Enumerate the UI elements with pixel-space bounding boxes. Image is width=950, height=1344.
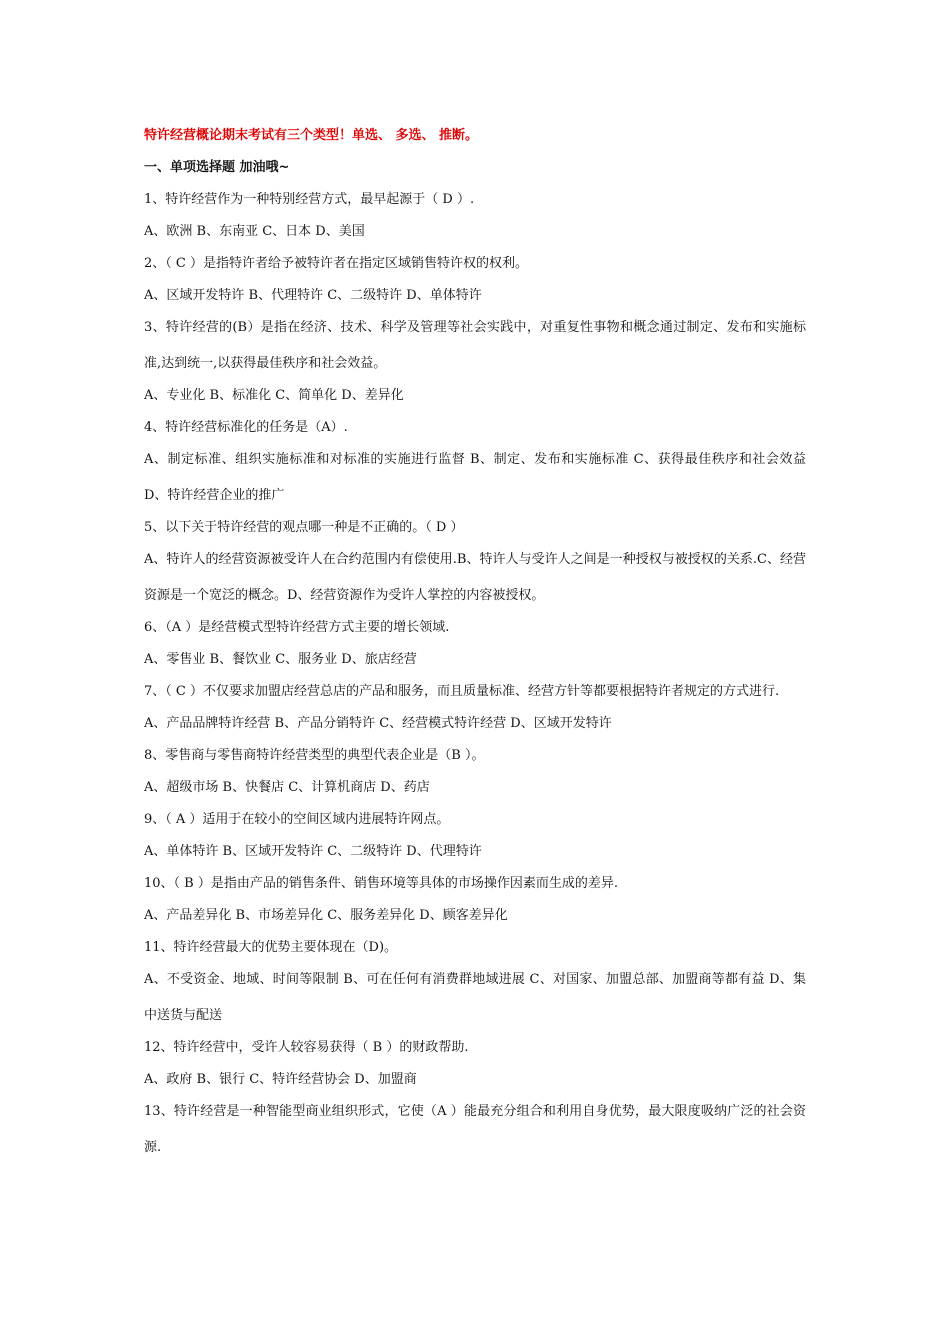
document-body bbox=[144, 127, 806, 1171]
answer-options: A、制定标准、组织实施标准和对标准的实施进行监督 B、制定、发布和实施标准 C、获得最佳秩序和社会效益 D、特许经营企业的推广 bbox=[144, 452, 806, 503]
question-stem: 4、特许经营标准化的任务是（A）. bbox=[144, 420, 348, 435]
answer-options: A、单体特许 B、区域开发特许 C、二级特许 D、代理特许 bbox=[144, 844, 482, 859]
answer-options: A、特许人的经营资源被受许人在合约范围内有偿使用.B、特许人与受许人之间是一种授权与被授权的关系.C、经营资源是一个宽泛的概念。D、经营资源作为受许人掌控的内容被授权。 bbox=[144, 552, 806, 603]
answer-options: A、区域开发特许 B、代理特许 C、二级特许 D、单体特许 bbox=[144, 288, 482, 303]
answer-options: A、零售业 B、餐饮业 C、服务业 D、旅店经营 bbox=[144, 652, 417, 667]
exam-notice: 特许经营概论期末考试有三个类型！单选、 多选、 推断。 bbox=[144, 128, 479, 143]
question-stem: 10、（ B ）是指由产品的销售条件、销售环境等具体的市场操作因素而生成的差异. bbox=[144, 876, 618, 891]
question-stem: 9、（ A ）适用于在较小的空间区域内进展特许网点。 bbox=[144, 812, 450, 827]
answer-options: A、欧洲 B、东南亚 C、日本 D、美国 bbox=[144, 224, 365, 239]
section-title: 一、单项选择题 加油哦~ bbox=[144, 160, 290, 175]
question-stem: 2、（ C ）是指特许者给予被特许者在指定区域销售特许权的权利。 bbox=[144, 256, 528, 271]
question-stem: 6、（A ）是经营模式型特许经营方式主要的增长领域. bbox=[144, 620, 450, 635]
answer-options: A、不受资金、地域、时间等限制 B、可在任何有消费群地域进展 C、对国家、加盟总部、加盟商等都有益 D、集中送货与配送 bbox=[144, 972, 806, 1023]
question-stem: 3、特许经营的(B）是指在经济、技术、科学及管理等社会实践中，对重复性事物和概念通过制定、发布和实施标准,达到统一,以获得最佳秩序和社会效益。 bbox=[144, 320, 806, 371]
question-stem: 13、特许经营是一种智能型商业组织形式，它使（A ）能最充分组合和利用自身优势，最大限度吸纳广泛的社会资源. bbox=[144, 1104, 806, 1155]
question-stem: 12、特许经营中，受许人较容易获得（ B ）的财政帮助. bbox=[144, 1040, 469, 1055]
answer-options: A、超级市场 B、快餐店 C、计算机商店 D、药店 bbox=[144, 780, 430, 795]
answer-options: A、专业化 B、标准化 C、简单化 D、差异化 bbox=[144, 388, 404, 403]
answer-options: A、产品差异化 B、市场差异化 C、服务差异化 D、顾客差异化 bbox=[144, 908, 508, 923]
question-stem: 11、特许经营最大的优势主要体现在（D)。 bbox=[144, 940, 398, 955]
question-stem: 1、特许经营作为一种特别经营方式，最早起源于（ D ）. bbox=[144, 192, 475, 207]
question-list bbox=[144, 191, 806, 1166]
answer-options: A、产品品牌特许经营 B、产品分销特许 C、经营模式特许经营 D、区域开发特许 bbox=[144, 716, 612, 731]
question-stem: 7、（ C ）不仅要求加盟店经营总店的产品和服务，而且质量标准、经营方针等都要根据特许者规定的方式进行. bbox=[144, 684, 780, 699]
question-stem: 5、以下关于特许经营的观点哪一种是不正确的。（ D ） bbox=[144, 520, 464, 535]
question-stem: 8、零售商与零售商特许经营类型的典型代表企业是（B ）。 bbox=[144, 748, 485, 763]
answer-options: A、政府 B、银行 C、特许经营协会 D、加盟商 bbox=[144, 1072, 417, 1087]
